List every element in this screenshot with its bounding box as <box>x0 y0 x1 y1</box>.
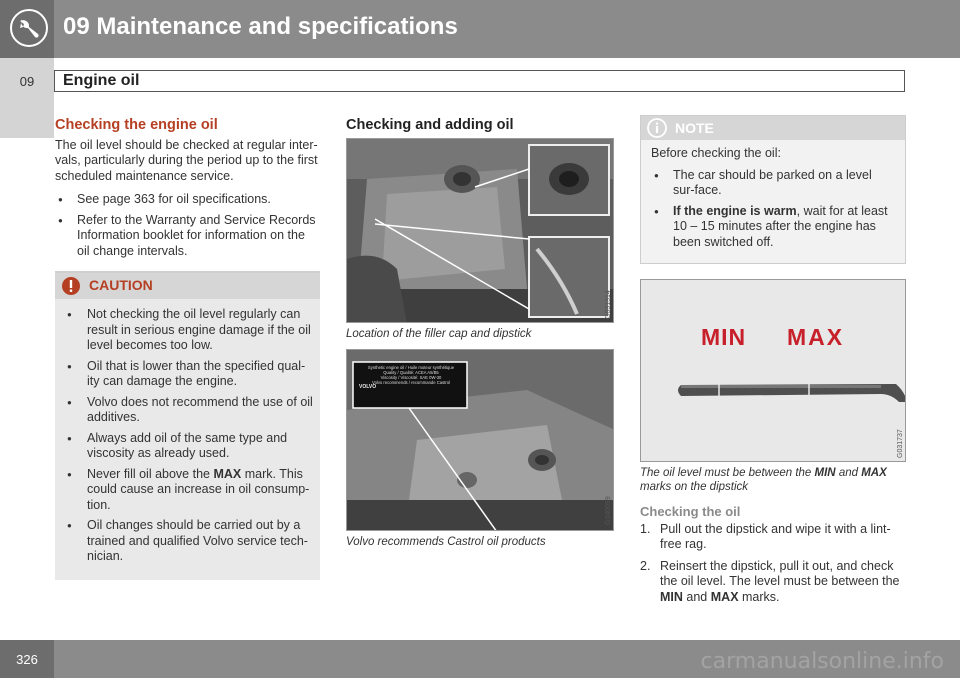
max-warning-rest: could cause an increase in oil consump-tion. <box>87 482 310 512</box>
step-item <box>640 559 906 606</box>
step-text: Reinsert the dipstick, pull it out, and check the oil level. The level must be between the <box>660 558 900 588</box>
label-brand: VOLVO <box>359 384 377 391</box>
step-max: MAX <box>710 589 739 604</box>
chapter-title: 09 Maintenance and specifications <box>63 13 458 40</box>
figure-caption: Location of the filler cap and dipstick <box>346 327 532 340</box>
min-label: MIN <box>701 324 747 350</box>
section-bar <box>54 70 905 92</box>
list-item: ● See page 363 for oil specifications. <box>55 192 320 208</box>
label-line: Volvo recommends / recommande Castrol <box>372 380 450 386</box>
note-box <box>640 115 906 264</box>
list-item: ● Always add oil of the same type and viscosity as already used. <box>61 431 314 462</box>
chapter-badge <box>0 0 54 58</box>
caption-max: MAX <box>861 467 887 479</box>
maintenance-wrench-icon <box>9 8 49 48</box>
list-item: ● Refer to the Warranty and Service Records Information booklet for information on the oil change intervals. <box>55 213 320 260</box>
caution-title: CAUTION <box>89 277 153 293</box>
intro-paragraph: The oil level should be checked at regular inter-vals, particularly during the period up to the first scheduled maintenance service. <box>55 137 318 183</box>
engine-bay-illustration <box>347 139 614 323</box>
column-checking-engine-oil <box>55 118 320 580</box>
note-body <box>641 140 905 263</box>
caution-exclamation-icon <box>61 276 81 296</box>
step-text: Pull out the dipstick and wipe it with a lint-free rag. <box>660 521 891 551</box>
caption-text: The oil level must be between the <box>640 467 812 479</box>
caption-text: marks on the dipstick <box>640 481 749 493</box>
label-line: Viscosity / Viscosité: SAE 0W-30 <box>380 374 442 380</box>
step-min: MIN <box>660 589 683 604</box>
side-tab-number: 09 <box>19 74 35 89</box>
chapter-side-tab <box>0 58 54 138</box>
step-text: marks. <box>742 589 780 604</box>
label-line: Quality / Qualité: ACEA A5/B5 <box>383 369 439 375</box>
list-item: ● The car should be parked on a level sur-face. <box>651 168 895 199</box>
dipstick-illustration <box>641 280 906 462</box>
column-note-dipstick <box>640 118 906 611</box>
list-item: ● Oil that is lower than the specified qual-ity can damage the engine. <box>61 359 314 390</box>
caution-header <box>55 273 320 299</box>
caption-min: MIN <box>814 467 836 479</box>
note-header <box>641 116 905 140</box>
note-title: NOTE <box>675 120 714 136</box>
max-warning-post: mark. This <box>244 466 303 481</box>
engine-warm-text: , wait for at least 10 – 15 minutes after the engine has been switched off. <box>673 203 888 249</box>
figure-code: G040099 <box>605 495 612 525</box>
section-title: Engine oil <box>63 72 140 89</box>
castrol-label-text <box>359 365 463 391</box>
step-number: 2. <box>640 558 651 573</box>
dipstick-caption <box>640 466 906 494</box>
step-number: 1. <box>640 521 651 536</box>
label-line: Synthetic engine oil / Huile moteur synthétique <box>367 364 455 370</box>
list-item-engine-warm <box>651 204 895 251</box>
note-list <box>651 168 895 251</box>
max-word: MAX <box>213 466 242 481</box>
figure-code: G031737 <box>897 429 904 458</box>
list-item: ● Oil changes should be carried out by a trained and qualified Volvo service tech-nician. <box>61 518 314 565</box>
list-item: ● Volvo does not recommend the use of oil additives. <box>61 395 314 426</box>
page-number-box <box>0 640 54 678</box>
page-number: 326 <box>16 652 38 667</box>
caution-box <box>55 271 320 580</box>
engine-warm-bold: If the engine is warm <box>673 203 797 218</box>
heading-checking-engine-oil: Checking the engine oil <box>55 117 218 133</box>
watermark: carmanualsonline.info <box>700 649 944 674</box>
oil-check-steps <box>640 522 906 606</box>
engine-bay-figure <box>346 138 614 323</box>
list-item-max-warning <box>61 467 314 514</box>
note-intro: Before checking the oil: <box>651 146 781 160</box>
heading-checking-adding-oil: Checking and adding oil <box>346 117 514 133</box>
chapter-header <box>0 0 960 58</box>
castrol-label-figure <box>346 349 614 531</box>
list-item: ● Not checking the oil level regularly can result in serious engine damage if the oil level becomes too low. <box>61 307 314 354</box>
step-item <box>640 522 906 553</box>
caption-text: and <box>838 467 859 479</box>
figure-code: G031314 <box>605 289 612 319</box>
caution-list <box>55 307 320 565</box>
max-label: MAX <box>787 324 845 350</box>
dipstick-figure <box>640 279 906 462</box>
oil-info-list <box>55 192 320 259</box>
info-icon <box>647 118 667 138</box>
max-warning-pre: Never fill oil above the <box>87 466 210 481</box>
step-text: and <box>686 589 708 604</box>
column-checking-adding-oil <box>346 118 614 549</box>
figure-caption: Volvo recommends Castrol oil products <box>346 535 546 548</box>
page-footer <box>0 640 960 678</box>
heading-checking-the-oil: Checking the oil <box>640 504 741 519</box>
